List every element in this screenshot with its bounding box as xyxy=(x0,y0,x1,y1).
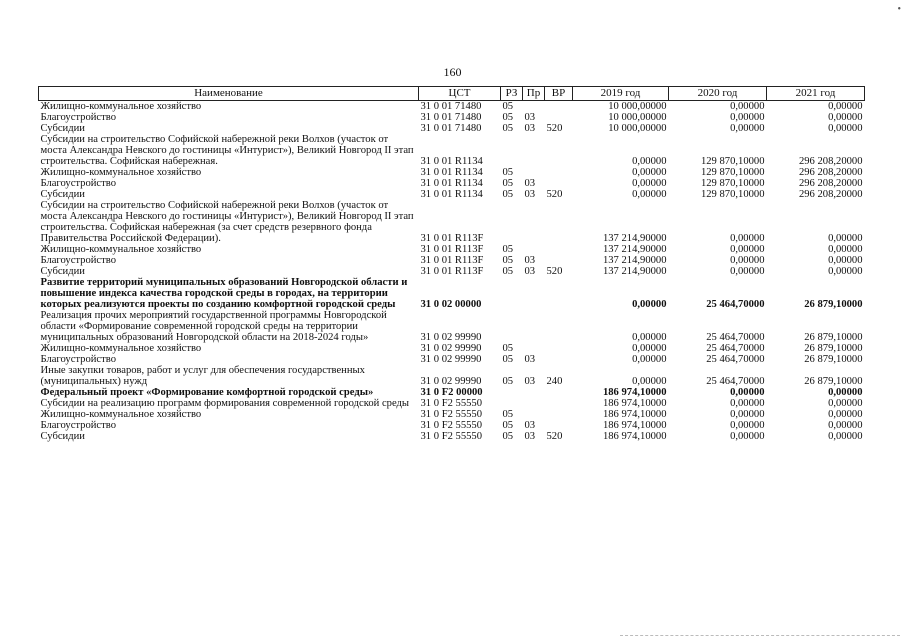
cell-rz: 05 xyxy=(502,178,514,189)
cell-vr xyxy=(545,310,573,343)
cell-name: Благоустройство xyxy=(40,354,116,365)
cell-2019: 0,00000 xyxy=(632,343,667,354)
cell-rz: 05 xyxy=(502,376,514,387)
cell-vr: 520 xyxy=(546,431,563,442)
cell-2021: 0,00000 xyxy=(828,123,863,134)
cell-pr xyxy=(523,409,545,420)
cell-rz xyxy=(501,200,523,244)
table-row xyxy=(39,123,865,134)
table-row xyxy=(39,343,865,354)
cell-pr xyxy=(523,200,545,244)
cell-rz xyxy=(501,134,523,167)
cell-pr: 03 xyxy=(524,255,536,266)
cell-2021: 26 879,10000 xyxy=(804,343,863,354)
cell-2019: 0,00000 xyxy=(632,156,667,167)
cell-vr xyxy=(545,101,573,113)
cell-name: Субсидии на строительство Софийской набережной реки Волхов (участок от моста Александра Невского до гостиницы «Интурист»), Великий Новгород II этап строительства. Софийская набережная (за счет средств резервного фонда Правительства Российской Федерации). xyxy=(40,200,414,244)
cell-rz: 05 xyxy=(502,354,514,365)
cell-pr xyxy=(523,277,545,310)
cell-2020: 129 870,10000 xyxy=(700,156,765,167)
cell-2020: 25 464,70000 xyxy=(706,332,765,343)
cell-vr xyxy=(545,134,573,167)
header-row xyxy=(39,87,865,101)
cell-vr xyxy=(545,398,573,409)
header-vr: ВР xyxy=(545,87,573,101)
cell-2020: 25 464,70000 xyxy=(706,343,765,354)
cell-2019: 0,00000 xyxy=(632,332,667,343)
cell-2019: 186 974,10000 xyxy=(602,420,667,431)
cell-2019: 186 974,10000 xyxy=(602,387,667,398)
corner-mark: • xyxy=(897,4,901,15)
table-row xyxy=(39,409,865,420)
cell-2021: 0,00000 xyxy=(828,431,863,442)
header-name: Наименование xyxy=(39,87,419,101)
cell-vr xyxy=(545,167,573,178)
cell-pr xyxy=(523,167,545,178)
cell-rz: 05 xyxy=(502,255,514,266)
cell-cst: 31 0 01 R113F xyxy=(420,266,484,277)
cell-cst: 31 0 02 99990 xyxy=(420,343,482,354)
cell-2019: 0,00000 xyxy=(632,189,667,200)
cell-name: Субсидии xyxy=(40,123,85,134)
cell-2021: 0,00000 xyxy=(828,255,863,266)
cell-pr xyxy=(523,343,545,354)
table-row xyxy=(39,310,865,343)
cell-rz xyxy=(501,310,523,343)
cell-2021: 0,00000 xyxy=(828,233,863,244)
cell-pr xyxy=(523,387,545,398)
cell-2021: 26 879,10000 xyxy=(804,376,863,387)
cell-2020: 129 870,10000 xyxy=(700,189,765,200)
cell-2020: 0,00000 xyxy=(730,266,765,277)
cell-2019: 0,00000 xyxy=(632,167,667,178)
cell-vr: 520 xyxy=(546,123,563,134)
cell-name: Благоустройство xyxy=(40,178,116,189)
cell-rz: 05 xyxy=(502,431,514,442)
cell-2019: 186 974,10000 xyxy=(602,431,667,442)
cell-rz: 05 xyxy=(502,167,514,178)
cell-2021: 0,00000 xyxy=(828,101,863,112)
cell-pr: 03 xyxy=(524,354,536,365)
table-row xyxy=(39,365,865,387)
cell-2021: 26 879,10000 xyxy=(804,332,863,343)
cell-pr: 03 xyxy=(524,123,536,134)
table-row xyxy=(39,134,865,167)
cell-name: Федеральный проект «Формирование комфортной городской среды» xyxy=(40,387,374,398)
header-2020: 2020 год xyxy=(669,87,767,101)
cell-cst: 31 0 F2 55550 xyxy=(420,409,483,420)
cell-pr xyxy=(523,101,545,113)
cell-2021: 26 879,10000 xyxy=(804,299,863,310)
table-body xyxy=(39,101,865,443)
cell-name: Жилищно-коммунальное хозяйство xyxy=(40,409,202,420)
header-2019: 2019 год xyxy=(573,87,669,101)
cell-2019: 0,00000 xyxy=(632,299,667,310)
cell-name: Благоустройство xyxy=(40,112,116,123)
cell-2019: 0,00000 xyxy=(632,178,667,189)
cell-name: Развитие территорий муниципальных образований Новгородской области и повышение индекса качества городской среды в городах, на территории которых реализуются проекты по созданию комфортной городской среды xyxy=(40,277,408,310)
table-row xyxy=(39,178,865,189)
cell-pr xyxy=(523,244,545,255)
cell-2021: 0,00000 xyxy=(828,244,863,255)
cell-2020: 25 464,70000 xyxy=(706,376,765,387)
cell-vr xyxy=(545,112,573,123)
table-row xyxy=(39,387,865,398)
cell-vr xyxy=(545,354,573,365)
cell-cst: 31 0 01 71480 xyxy=(420,101,482,112)
cell-name: Субсидии xyxy=(40,266,85,277)
cell-name: Жилищно-коммунальное хозяйство xyxy=(40,343,202,354)
cell-2019: 10 000,00000 xyxy=(608,101,667,112)
cell-rz xyxy=(501,387,523,398)
table-row xyxy=(39,266,865,277)
cell-2021: 296 208,20000 xyxy=(798,156,863,167)
cell-pr xyxy=(523,310,545,343)
cell-2021: 0,00000 xyxy=(828,409,863,420)
table-row xyxy=(39,112,865,123)
cell-2019: 137 214,90000 xyxy=(602,233,667,244)
cell-name: Субсидии xyxy=(40,189,85,200)
cell-pr: 03 xyxy=(524,178,536,189)
cell-vr xyxy=(545,277,573,310)
cell-pr: 03 xyxy=(524,112,536,123)
table-row xyxy=(39,398,865,409)
cell-2020: 0,00000 xyxy=(730,409,765,420)
cell-vr xyxy=(545,200,573,244)
cell-2020: 25 464,70000 xyxy=(706,354,765,365)
cell-2021: 0,00000 xyxy=(828,420,863,431)
cell-rz: 05 xyxy=(502,343,514,354)
cell-2019: 186 974,10000 xyxy=(602,398,667,409)
cell-2020: 0,00000 xyxy=(730,244,765,255)
budget-table-container xyxy=(38,86,865,442)
cell-2019: 186 974,10000 xyxy=(602,409,667,420)
cell-vr xyxy=(545,387,573,398)
cell-cst: 31 0 01 71480 xyxy=(420,123,482,134)
cell-rz: 05 xyxy=(502,266,514,277)
cell-2019: 10 000,00000 xyxy=(608,112,667,123)
cell-2019: 0,00000 xyxy=(632,376,667,387)
cell-rz: 05 xyxy=(502,189,514,200)
table-row xyxy=(39,431,865,442)
cell-cst: 31 0 02 99990 xyxy=(420,332,482,343)
cell-rz: 05 xyxy=(502,112,514,123)
cell-cst: 31 0 01 R1134 xyxy=(420,189,483,200)
cell-rz xyxy=(501,277,523,310)
cell-2020: 0,00000 xyxy=(730,233,765,244)
cell-2020: 0,00000 xyxy=(730,431,765,442)
cell-pr: 03 xyxy=(524,420,536,431)
header-pr: Пр xyxy=(523,87,545,101)
cell-name: Субсидии на строительство Софийской набережной реки Волхов (участок от моста Александра Невского до гостиницы «Интурист»), Великий Новгород II этап строительства. Софийская набережная. xyxy=(40,134,414,167)
cell-vr: 520 xyxy=(546,266,563,277)
cell-2020: 0,00000 xyxy=(730,420,765,431)
cell-cst: 31 0 F2 55550 xyxy=(420,398,483,409)
cell-cst: 31 0 02 00000 xyxy=(420,299,482,310)
budget-table xyxy=(38,86,865,442)
cell-2019: 0,00000 xyxy=(632,354,667,365)
page-number: 160 xyxy=(443,65,462,79)
cell-name: Жилищно-коммунальное хозяйство xyxy=(40,101,202,112)
cell-cst: 31 0 01 R113F xyxy=(420,233,484,244)
cell-2020: 0,00000 xyxy=(730,398,765,409)
cell-2019: 137 214,90000 xyxy=(602,266,667,277)
cell-pr: 03 xyxy=(524,189,536,200)
cell-2020: 129 870,10000 xyxy=(700,178,765,189)
cell-pr: 03 xyxy=(524,431,536,442)
cell-2020: 129 870,10000 xyxy=(700,167,765,178)
cell-cst: 31 0 02 99990 xyxy=(420,354,482,365)
cell-pr: 03 xyxy=(524,266,536,277)
cell-vr xyxy=(545,343,573,354)
cell-cst: 31 0 F2 00000 xyxy=(420,387,483,398)
table-row xyxy=(39,420,865,431)
cell-cst: 31 0 F2 55550 xyxy=(420,420,483,431)
cell-rz: 05 xyxy=(502,244,514,255)
table-row xyxy=(39,354,865,365)
table-row xyxy=(39,167,865,178)
cell-cst: 31 0 01 R1134 xyxy=(420,167,483,178)
cell-cst: 31 0 01 R1134 xyxy=(420,178,483,189)
cell-cst: 31 0 01 R113F xyxy=(420,255,484,266)
cell-name: Реализация прочих мероприятий государственной программы Новгородской области «Формирование современной городской среды на территории муниципальных образований Новгородской области на 2018-2024 годы» xyxy=(40,310,387,343)
cell-vr xyxy=(545,409,573,420)
cell-vr: 240 xyxy=(546,376,563,387)
header-cst: ЦСТ xyxy=(419,87,501,101)
cell-rz: 05 xyxy=(502,101,514,112)
cell-2020: 0,00000 xyxy=(730,387,765,398)
cell-2019: 137 214,90000 xyxy=(602,244,667,255)
cell-rz: 05 xyxy=(502,123,514,134)
cell-2021: 296 208,20000 xyxy=(798,189,863,200)
cell-rz: 05 xyxy=(502,409,514,420)
cell-cst: 31 0 F2 55550 xyxy=(420,431,483,442)
cell-2019: 137 214,90000 xyxy=(602,255,667,266)
cell-pr xyxy=(523,398,545,409)
cell-pr: 03 xyxy=(524,376,536,387)
cell-name: Благоустройство xyxy=(40,255,116,266)
table-row xyxy=(39,189,865,200)
cell-2021: 0,00000 xyxy=(828,266,863,277)
cell-name: Субсидии на реализацию программ формирования современной городской среды xyxy=(40,398,410,409)
header-rz: РЗ xyxy=(501,87,523,101)
cell-2021: 296 208,20000 xyxy=(798,167,863,178)
cell-vr xyxy=(545,255,573,266)
cell-cst: 31 0 01 R113F xyxy=(420,244,484,255)
cell-2020: 0,00000 xyxy=(730,123,765,134)
cell-name: Жилищно-коммунальное хозяйство xyxy=(40,167,202,178)
table-row xyxy=(39,277,865,310)
cell-cst: 31 0 01 71480 xyxy=(420,112,482,123)
cell-2020: 25 464,70000 xyxy=(706,299,765,310)
cell-vr xyxy=(545,244,573,255)
cell-pr xyxy=(523,134,545,167)
cell-rz: 05 xyxy=(502,420,514,431)
cell-2021: 26 879,10000 xyxy=(804,354,863,365)
table-row xyxy=(39,200,865,244)
cell-2021: 296 208,20000 xyxy=(798,178,863,189)
cell-name: Иные закупки товаров, работ и услуг для обеспечения государственных (муниципальных) нужд xyxy=(40,365,365,387)
footer-scan-line xyxy=(620,635,900,636)
cell-cst: 31 0 02 99990 xyxy=(420,376,482,387)
cell-2021: 0,00000 xyxy=(828,398,863,409)
cell-name: Благоустройство xyxy=(40,420,116,431)
cell-2021: 0,00000 xyxy=(828,387,863,398)
table-row xyxy=(39,101,865,113)
cell-rz xyxy=(501,398,523,409)
table-row xyxy=(39,244,865,255)
cell-vr: 520 xyxy=(546,189,563,200)
cell-2021: 0,00000 xyxy=(828,112,863,123)
cell-2019: 10 000,00000 xyxy=(608,123,667,134)
cell-vr xyxy=(545,420,573,431)
cell-2020: 0,00000 xyxy=(730,255,765,266)
cell-name: Жилищно-коммунальное хозяйство xyxy=(40,244,202,255)
cell-vr xyxy=(545,178,573,189)
header-2021: 2021 год xyxy=(767,87,865,101)
cell-cst: 31 0 01 R1134 xyxy=(420,156,483,167)
cell-2020: 0,00000 xyxy=(730,101,765,112)
table-row xyxy=(39,255,865,266)
cell-name: Субсидии xyxy=(40,431,85,442)
cell-2020: 0,00000 xyxy=(730,112,765,123)
